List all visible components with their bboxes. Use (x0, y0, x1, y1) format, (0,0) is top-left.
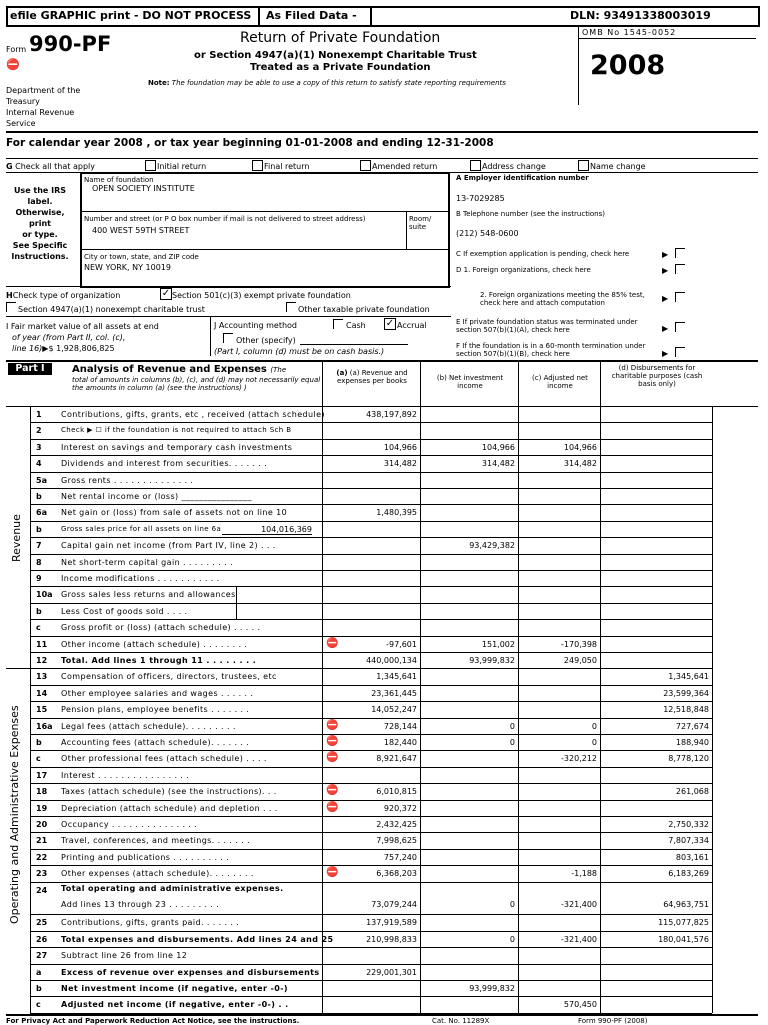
col-d-value: 727,674 (675, 721, 709, 731)
row-label: Excess of revenue over expenses and disbursements (61, 967, 320, 977)
street-value: 400 WEST 59TH STREET (92, 226, 190, 235)
attachment-icon[interactable]: ⛔ (326, 752, 339, 764)
telephone-value: (212) 548-0600 (456, 229, 519, 238)
attachment-icon[interactable]: ⛔ (326, 801, 339, 813)
col-d-value: 64,963,751 (663, 899, 709, 909)
row-number: c (36, 623, 41, 633)
col-c-value: 249,050 (563, 656, 597, 665)
part1-description: total of amounts in columns (b), (c), and (d) may not necessarily equal the amounts in column (a) (see the instructions) ) (72, 376, 321, 392)
row-number: 9 (36, 574, 42, 583)
col-d-value: 23,599,364 (663, 688, 709, 698)
col-a-value: 1,345,641 (376, 672, 417, 682)
row-number: 12 (36, 656, 48, 665)
row-label: Other professional fees (attach schedule) . . . . (61, 754, 267, 764)
col-a-value: 920,372 (383, 803, 417, 813)
city-label: City or town, state, and ZIP code (84, 253, 199, 261)
form-footer: Form 990-PF (2008) (578, 1017, 648, 1025)
revenue-side-label: Revenue (10, 514, 23, 562)
col-a-value: 6,368,203 (376, 869, 417, 879)
foreign-85-checkbox[interactable] (675, 292, 685, 302)
row-label: Total. Add lines 1 through 11 . . . . . . . . (61, 656, 257, 665)
accrual-label: Accrual (397, 321, 427, 330)
attachment-icon[interactable]: ⛔ (326, 637, 339, 649)
employer-id-label: A Employer identification number (456, 174, 589, 182)
foreign-org-label: D 1. Foreign organizations, check here (456, 266, 591, 274)
col-b-value: 0 (509, 721, 515, 731)
col-a-value: 8,921,647 (376, 754, 417, 764)
row-label: Interest on savings and temporary cash investments (61, 442, 293, 452)
col-b-header: (b) Net investment income (436, 374, 504, 390)
form-note: Note: The foundation may be able to use a copy of this return to satisfy state reporting requirements (148, 79, 506, 87)
4947-label: Section 4947(a)(1) nonexempt charitable trust (18, 305, 205, 314)
col-c-value: 0 (591, 738, 597, 747)
form-title: Return of Private Foundation (240, 30, 441, 46)
col-c-value: -320,212 (561, 754, 597, 764)
row-label: Occupancy . . . . . . . . . . . . . . . (61, 820, 198, 829)
terminated-checkbox[interactable] (675, 322, 685, 332)
row-number: 8 (36, 557, 42, 567)
row-number: 11 (36, 639, 48, 649)
row-label: Contributions, gifts, grants paid. . . . . . . (61, 918, 240, 928)
name-change-label: Name change (590, 162, 646, 171)
col-a-value: 2,432,425 (376, 820, 417, 829)
col-b-value: 0 (509, 738, 515, 747)
tax-year: 2008 (590, 50, 666, 81)
g-line: G Check all that apply (6, 162, 95, 171)
row-number: 21 (36, 836, 48, 846)
employer-id-value: 13-7029285 (456, 194, 505, 203)
row-label: Net investment income (if negative, enter -0-) (61, 984, 288, 993)
row-number: 2 (36, 426, 42, 436)
row-label: Total expenses and disbursements. Add lines 24 and 25 (61, 934, 334, 944)
row-number: b (36, 492, 42, 501)
form-subtitle-2: Treated as a Private Foundation (250, 62, 431, 73)
row-label: Depreciation (attach schedule) and depletion . . . (61, 803, 278, 813)
col-a-value: 728,144 (383, 721, 417, 731)
other-method-label: Other (specify) (236, 336, 296, 345)
col-a-value: 757,240 (383, 852, 417, 862)
name-of-foundation-value: OPEN SOCIETY INSTITUTE (92, 184, 195, 193)
row-number: c (36, 754, 41, 764)
row-number: 24 (36, 885, 48, 895)
row-number: b (36, 606, 42, 616)
amended-return-label: Amended return (372, 162, 438, 171)
row-label: Other expenses (attach schedule). . . . . . . . (61, 869, 254, 879)
501c3-label: Section 501(c)(3) exempt private foundation (172, 291, 351, 300)
form-label: Form (6, 45, 27, 54)
row-label: Total operating and administrative expenses. (61, 883, 284, 893)
row-number: b (36, 738, 42, 747)
4947-checkbox[interactable] (6, 302, 16, 312)
col-c-value: -321,400 (561, 934, 597, 944)
col-a-value: 229,001,301 (366, 967, 417, 977)
final-return-checkbox[interactable] (252, 160, 263, 171)
col-b-value: 104,966 (481, 442, 515, 452)
arrow-right-icon: ▶ (662, 349, 669, 358)
final-return-label: Final return (264, 162, 310, 171)
col-a-value: -97,601 (386, 639, 417, 649)
col-c-value: -321,400 (561, 899, 597, 909)
col-d-header: (d) Disbursements for charitable purposes (cash basis only) (611, 364, 703, 388)
col-d-value: 261,068 (675, 787, 709, 797)
cash-basis-note: (Part I, column (d) must be on cash basis.) (214, 347, 385, 356)
privacy-notice: For Privacy Act and Paperwork Reduction Act Notice, see the instructions. (6, 1017, 300, 1025)
initial-return-label: Initial return (157, 162, 207, 171)
row-label: Subtract line 26 from line 12 (61, 951, 188, 961)
row-label: Travel, conferences, and meetings. . . . . . . (61, 836, 251, 846)
col-d-value: 7,807,334 (668, 836, 709, 846)
row-label: Printing and publications . . . . . . . . . . (61, 852, 230, 862)
col-c-value: -1,188 (571, 869, 597, 879)
row-label: Net short-term capital gain . . . . . . . . . (61, 557, 234, 567)
row-number: 25 (36, 918, 48, 928)
col-c-value: 314,482 (563, 459, 597, 469)
other-taxable-label: Other taxable private foundation (298, 305, 430, 314)
col-d-value: 803,161 (675, 852, 709, 862)
col-a-value: 7,998,625 (376, 836, 417, 846)
row-label: Contributions, gifts, grants, etc , received (attach schedule) (61, 410, 325, 419)
col-b-value: 0 (509, 899, 515, 909)
department: Department of the Treasury Internal Revenue Service (6, 86, 81, 128)
row-number: b (36, 524, 42, 534)
col-b-value: 93,999,832 (469, 656, 515, 665)
initial-return-checkbox[interactable] (145, 160, 156, 171)
cat-number: Cat. No. 11289X (432, 1017, 490, 1025)
col-a-header: (a) (a) Revenue and expenses per books (336, 369, 408, 385)
row-number: 13 (36, 672, 48, 682)
row-number: a (36, 967, 42, 977)
col-a-value: 438,197,892 (366, 410, 417, 419)
col-c-header: (c) Adjusted net income (532, 374, 588, 390)
col-c-value: 104,966 (563, 442, 597, 452)
attachment-icon: ⛔ (6, 58, 20, 71)
row-number: 20 (36, 820, 48, 829)
arrow-right-icon: ▶ (662, 250, 669, 259)
col-a-value: 137,919,589 (366, 918, 417, 928)
col-a-value: 314,482 (383, 459, 417, 469)
city-value: NEW YORK, NY 10019 (84, 263, 171, 272)
row-number: 7 (36, 541, 42, 551)
col-a-value: 182,440 (383, 738, 417, 747)
row-label: Gross profit or (loss) (attach schedule) . . . . . (61, 623, 261, 633)
row-number: 3 (36, 442, 42, 452)
col-d-value: 12,518,848 (663, 705, 709, 715)
efile-label: efile GRAPHIC print - DO NOT PROCESS (10, 9, 252, 22)
row-label: Net rental income or (loss) ________________ (61, 492, 252, 501)
other-taxable-checkbox[interactable] (286, 302, 296, 312)
row-label: Gross sales price for all assets on line 6a (61, 524, 222, 533)
col-b-value: 314,482 (481, 459, 515, 469)
row-label: Income modifications . . . . . . . . . . . (61, 574, 220, 583)
col-a-value: 210,998,833 (366, 934, 417, 944)
exemption-pending-label: C If exemption application is pending, check here (456, 250, 630, 258)
col-d-value: 8,778,120 (668, 754, 709, 764)
60-month-label: F If the foundation is in a 60-month termination under section 507(b)(1)(B), check here (456, 342, 646, 358)
arrow-right-icon: ▶ (662, 294, 669, 303)
row-number: c (36, 1000, 41, 1010)
col-b-value: 151,002 (481, 639, 515, 649)
row-label: Adjusted net income (if negative, enter -0-) . . (61, 1000, 289, 1010)
row-number: 14 (36, 688, 48, 698)
as-filed-label: As Filed Data - (266, 9, 357, 22)
attachment-icon[interactable]: ⛔ (326, 736, 339, 747)
calendar-year-line: For calendar year 2008 , or tax year beginning 01-01-2008 and ending 12-31-2008 (6, 137, 494, 149)
row-number: 16a (36, 721, 53, 731)
row-label: Accounting fees (attach schedule). . . . . . . (61, 738, 250, 747)
arrow-right-icon: ▶ (662, 324, 669, 333)
col-a-value: 23,361,445 (371, 688, 417, 698)
telephone-label: B Telephone number (see the instructions) (456, 210, 605, 218)
col-b-value: 93,429,382 (469, 541, 515, 551)
row-number: 5a (36, 475, 47, 485)
row-label: Taxes (attach schedule) (see the instructions). . . (61, 787, 277, 797)
row-number: 10a (36, 590, 53, 600)
col-a-value: 14,052,247 (371, 705, 417, 715)
col-c-value: -170,398 (561, 639, 597, 649)
cash-checkbox[interactable] (333, 319, 343, 329)
row-number: 26 (36, 934, 48, 944)
col-c-value: 570,450 (563, 1000, 597, 1010)
row-number: 23 (36, 869, 48, 879)
col-a-value: 6,010,815 (376, 787, 417, 797)
row-label: Dividends and interest from securities. . . . . . . (61, 459, 268, 469)
other-method-checkbox[interactable] (223, 333, 233, 343)
attachment-icon[interactable]: ⛔ (326, 719, 339, 731)
inline-value: 104,016,369 (222, 525, 312, 535)
row-label: Pension plans, employee benefits . . . . . . . (61, 705, 250, 715)
row-label: Net gain or (loss) from sale of assets not on line 10 (61, 508, 288, 518)
exemption-pending-checkbox[interactable] (675, 248, 685, 258)
501c3-checkbox[interactable]: ✓ (161, 288, 171, 299)
row-label: Interest . . . . . . . . . . . . . . . . (61, 770, 190, 780)
row-label: Gross sales less returns and allowances (61, 590, 236, 600)
row-number: 18 (36, 787, 48, 797)
use-irs-label: Use the IRS label. Otherwise, print or type. See Specific Instructions. (11, 186, 69, 261)
row-label: Check ▶ ☐ if the foundation is not required to attach Sch B (61, 426, 292, 435)
arrow-right-icon: ▶ (662, 266, 669, 275)
foreign-org-checkbox[interactable] (675, 264, 685, 274)
h-line: HCheck type of organization (6, 291, 121, 300)
name-change-checkbox[interactable] (578, 160, 589, 171)
col-d-value: 1,345,641 (668, 672, 709, 682)
60-month-checkbox[interactable] (675, 347, 685, 357)
row-number: 1 (36, 410, 42, 419)
name-of-foundation-label: Name of foundation (84, 176, 154, 184)
attachment-icon[interactable]: ⛔ (326, 785, 339, 797)
accrual-checkbox[interactable]: ✓ (385, 318, 395, 329)
fmv-label: I Fair market value of all assets at end of year (from Part II, col. (c), line 16)▶$ 1,928,806,825 (6, 322, 159, 353)
row-label: Other employee salaries and wages . . . . . . (61, 688, 254, 698)
row-number: 22 (36, 852, 48, 862)
part1-title: Analysis of Revenue and Expenses (The (72, 364, 287, 375)
accounting-method-label: J Accounting method (214, 321, 298, 330)
amended-return-checkbox[interactable] (360, 160, 371, 171)
row-label: Legal fees (attach schedule). . . . . . . . . (61, 721, 236, 731)
col-d-value: 2,750,332 (668, 820, 709, 829)
address-change-label: Address change (482, 162, 546, 171)
row-label-continued: Add lines 13 through 23 . . . . . . . . . (61, 899, 220, 909)
row-label: Capital gain net income (from Part IV, line 2) . . . (61, 541, 276, 551)
expenses-side-label: Operating and Administrative Expenses (8, 705, 21, 924)
col-a-value: 1,480,395 (376, 508, 417, 518)
form-number: 990-PF (29, 32, 112, 56)
row-number: 19 (36, 803, 48, 813)
row-label: Gross rents . . . . . . . . . . . . . . (61, 475, 194, 485)
cash-label: Cash (346, 321, 366, 330)
row-label: Compensation of officers, directors, trustees, etc (61, 672, 277, 682)
row-label: Less Cost of goods sold . . . . (61, 606, 188, 616)
row-number: 15 (36, 705, 48, 715)
col-a-value: 73,079,244 (371, 899, 417, 909)
col-b-value: 0 (509, 934, 515, 944)
row-number: 17 (36, 770, 48, 780)
room-suite-label: Room/ suite (409, 215, 432, 231)
row-label: Other income (attach schedule) . . . . . . . . (61, 639, 248, 649)
attachment-icon[interactable]: ⛔ (326, 867, 339, 879)
dln-label: DLN: 93491338003019 (570, 9, 711, 22)
row-number: 4 (36, 459, 42, 469)
col-c-value: 0 (591, 721, 597, 731)
row-number: 6a (36, 508, 47, 518)
address-change-checkbox[interactable] (470, 160, 481, 171)
part1-label: Part I (8, 363, 52, 375)
foreign-85-label: 2. Foreign organizations meeting the 85% test, check here and attach computation (480, 291, 645, 307)
terminated-label: E If private foundation status was terminated under section 507(b)(1)(A), check here (456, 318, 638, 334)
col-b-value: 93,999,832 (469, 984, 515, 993)
row-number: b (36, 984, 42, 993)
col-a-value: 104,966 (383, 442, 417, 452)
col-d-value: 180,041,576 (658, 934, 709, 944)
form-subtitle-1: or Section 4947(a)(1) Nonexempt Charitable Trust (194, 50, 477, 61)
col-a-value: 440,000,134 (366, 656, 417, 665)
col-d-value: 188,940 (675, 738, 709, 747)
street-label: Number and street (or P O box number if mail is not delivered to street address) (84, 215, 366, 223)
row-number: 27 (36, 951, 48, 961)
col-d-value: 6,183,269 (668, 869, 709, 879)
col-d-value: 115,077,825 (658, 918, 709, 928)
omb-number: OMB No 1545-0052 (582, 28, 677, 37)
